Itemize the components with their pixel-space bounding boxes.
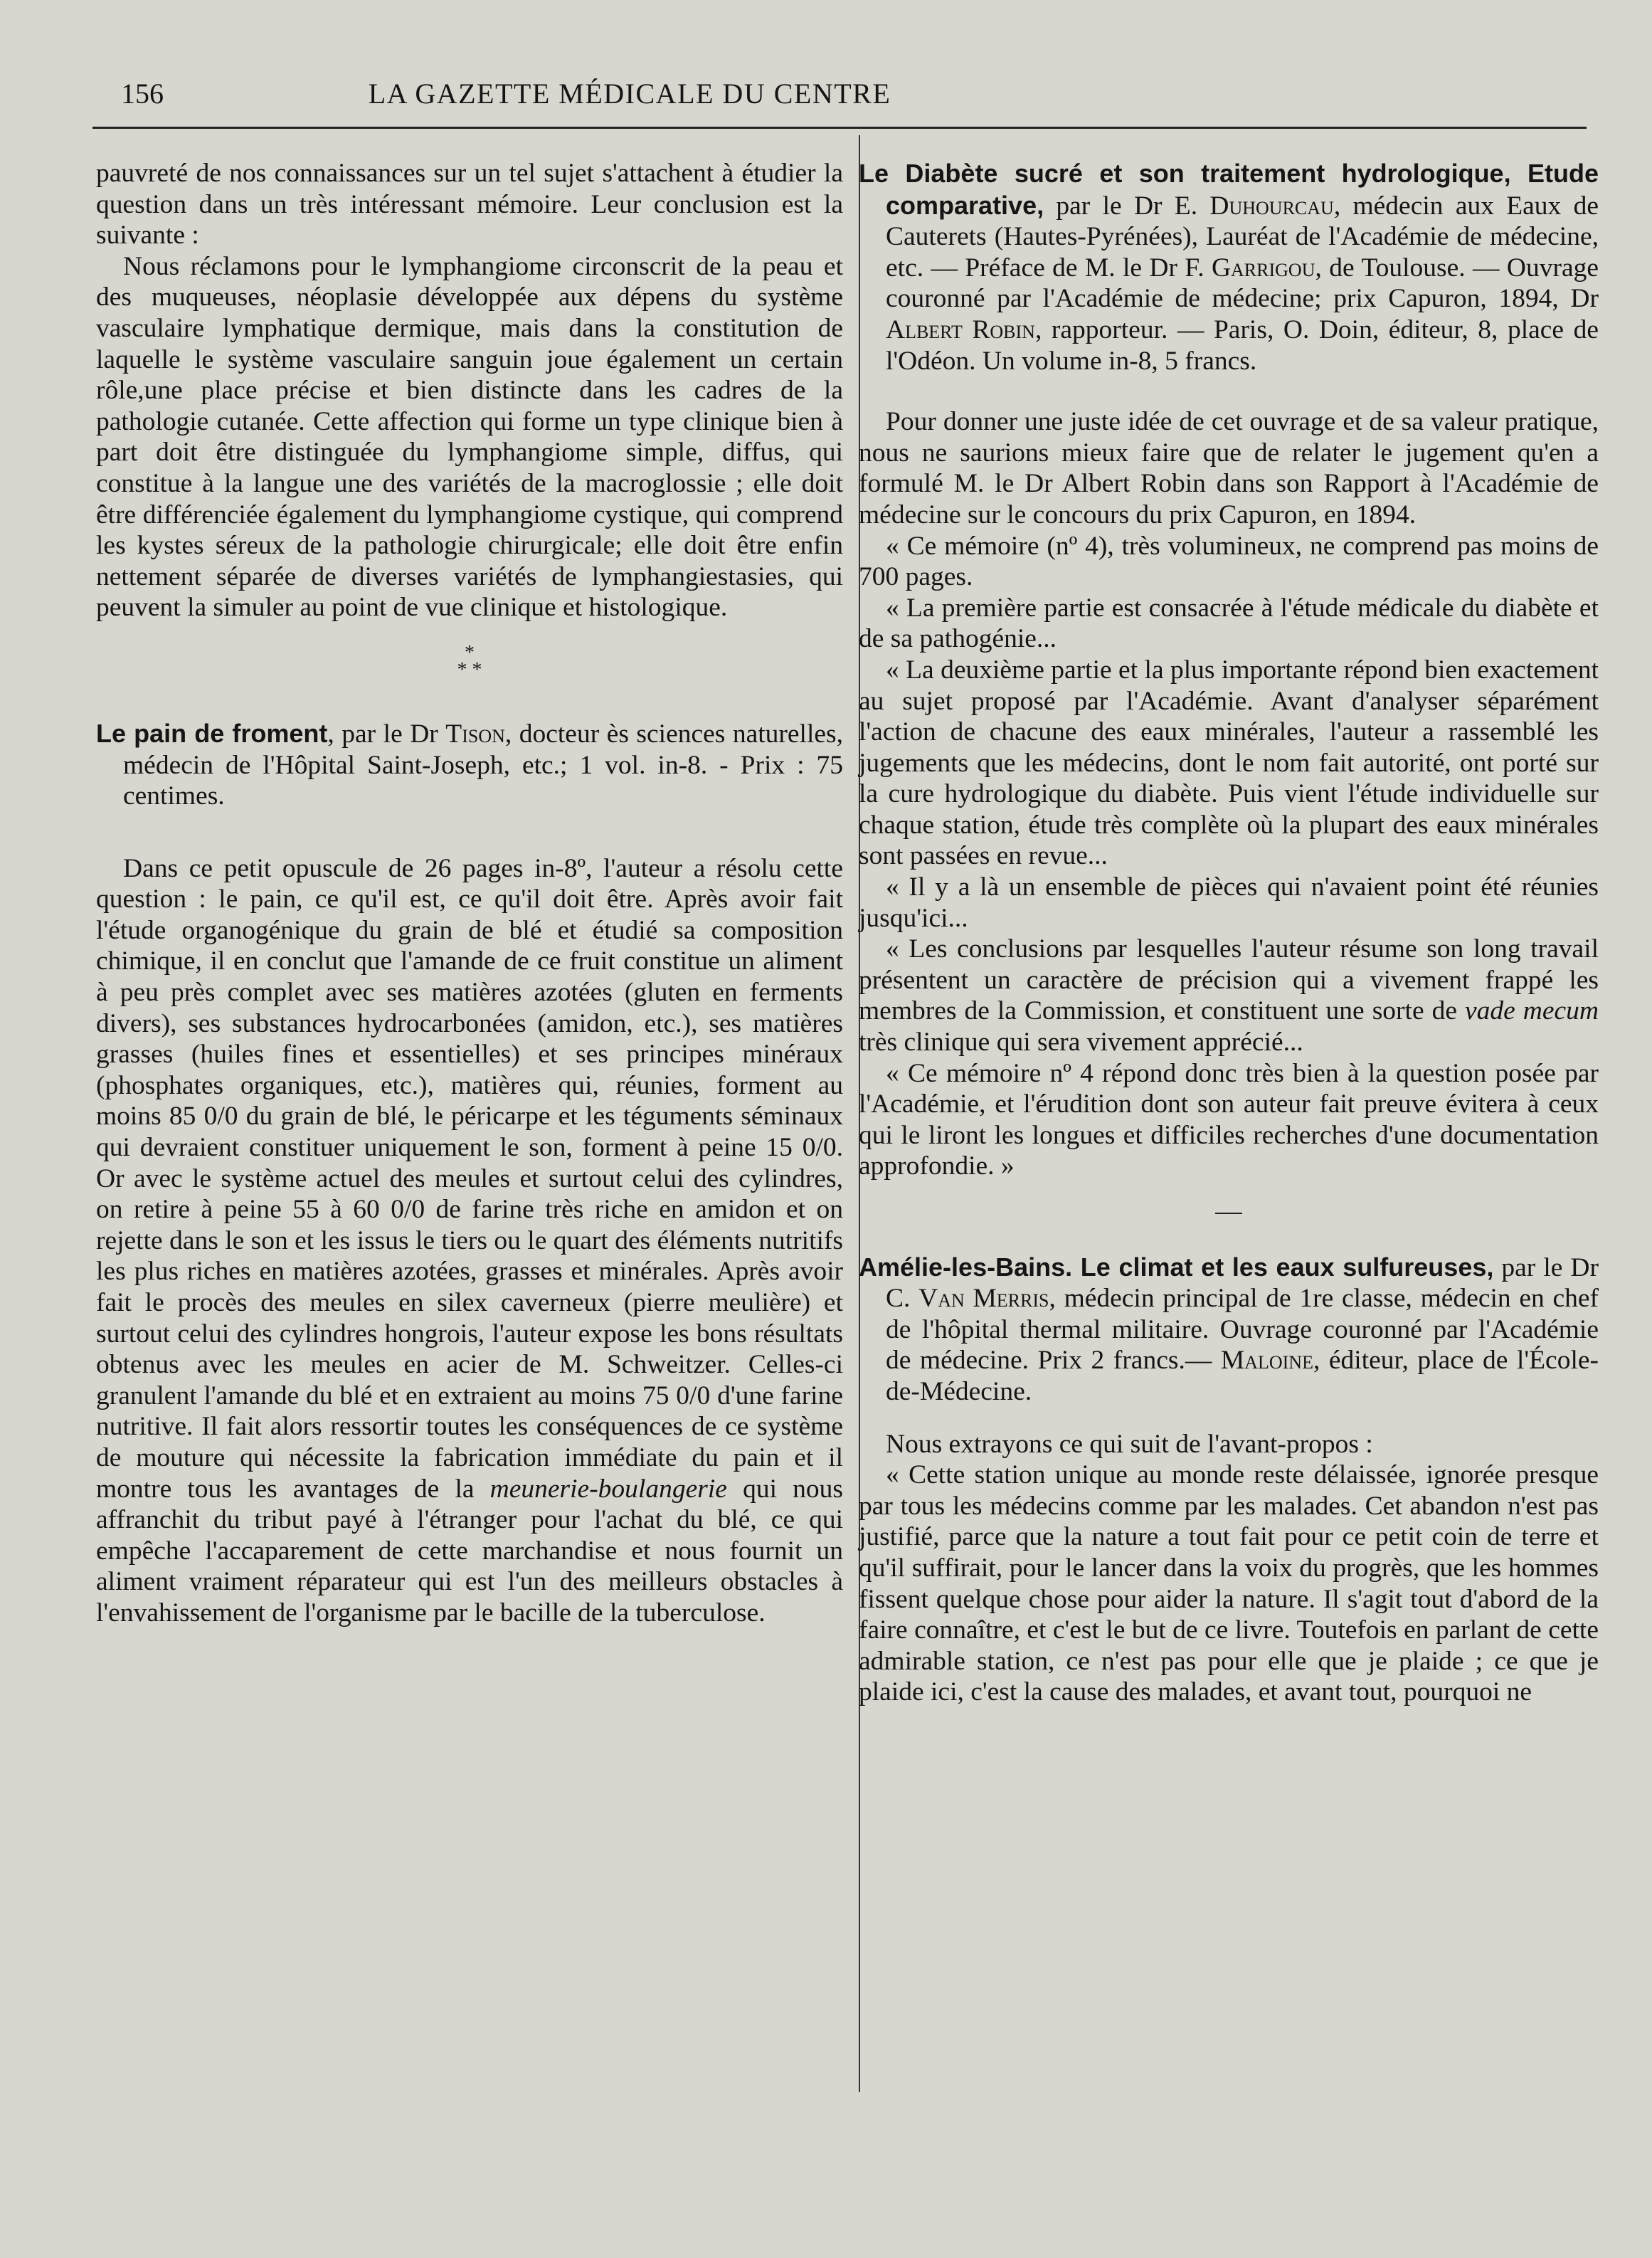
diabete-prefacer: Garrigou xyxy=(1211,253,1315,283)
review-heading-diabete xyxy=(859,158,1599,376)
spacer xyxy=(96,812,843,853)
spacer xyxy=(859,376,1599,406)
diabete-p6-text-2: très clinique qui sera vivement apprécié... xyxy=(859,1028,1303,1057)
diabete-details-3: , rapporteur. — Paris, O. Doin, éditeur, 8, place de l'Odéon. Un volume in-8, 5 francs. xyxy=(886,315,1599,376)
diabete-paragraph-6 xyxy=(859,934,1599,1057)
diabete-p6-italic: vade mecum xyxy=(1465,996,1599,1026)
section-separator-dash xyxy=(859,1191,1599,1222)
amelie-paragraph-1: Nous extrayons ce qui suit de l'avant-propos : xyxy=(886,1429,1373,1459)
diabete-paragraph-1: Pour donner une juste idée de cet ouvrage et de sa valeur pratique, nous ne saurions mieux faire que de relater le jugement qu'en a formulé M. le Dr Albert Robin dans son Rapport à l'Académie de médecine sur le concours du prix Capuron, en 1894. xyxy=(859,407,1599,529)
review-author: Tison xyxy=(445,719,505,749)
left-column xyxy=(96,158,843,1629)
diabete-by: par le Dr E. xyxy=(1044,191,1210,221)
right-column xyxy=(859,158,1599,1708)
review-heading-pain-de-froment xyxy=(96,718,843,812)
review-body-paragraph xyxy=(96,853,843,1629)
body-text-1: Dans ce petit opuscule de 26 pages in-8º, l'auteur a résolu cette question : le pain, ce qu'il est, ce qu'il doit être. Après avoir fait l'étude organogénique du grain de blé et étudié sa composition chimique, il en conclut que l'amande de ce fruit constitue un aliment à peu près complet avec ses matières azotées (gluten en ferments divers), ses substances hydrocarbonées (amidon, etc.), ses matières grasses (huiles fines et essentielles) et ses principes minéraux (phosphates organiques, etc.), matières qui, réunies, forment au moins 85 0/0 du grain de blé, le péricarpe et les téguments séminaux qui devraient constituer uniquement le son, forment à peine 15 0/0. Or avec le système actuel des meules et surtout celui des cylindres, on retire à peine 55 à 60 0/0 de farine très riche en amidon et on rejette dans le son et les issus le tiers ou le quart des éléments nutritifs les plus riches en matières azotées, grasses et minérales. Après avoir fait le procès des meules en silex caverneux (pierre meulière) et surtout celui des cylindres hongrois, l'auteur expose les bons résultats obtenus avec les meules en acier de M. Schweitzer. Celles-ci granulent l'amande du blé et en extraient au moins 75 0/0 d'une farine nutritive. Il fait alors ressortir toutes les conséquences de ce système de mouture qui nécessite la fabrication immédiate du pain et il montre tous les avantages de la xyxy=(96,853,843,1504)
diabete-paragraph-5: « Il y a là un ensemble de pièces qui n'avaient point été réunies jusqu'ici... xyxy=(859,872,1599,933)
amelie-by: par le Dr C. xyxy=(886,1252,1599,1314)
diabete-paragraph-7: « Ce mémoire nº 4 répond donc très bien à la question posée par l'Académie, et l'érudition dont son auteur fait preuve évitera à ceux qui le liront les longues et difficiles recherches d'une documentation approfondie. » xyxy=(859,1058,1599,1181)
review-details: , docteur ès sciences naturelles, médecin de l'Hôpital Saint-Joseph, etc.; 1 vol. in-8. - Prix : 75 centimes. xyxy=(123,719,844,811)
body-text-2: qui nous affranchit du tribut payé à l'étranger pour l'achat du blé, ce qui empêche l'accaparement de cette marchandise et nous fournit un aliment vraiment réparateur qui est l'un des meilleurs obstacles à l'envahissement de l'organisme par le bacille de la tuberculose. xyxy=(96,1474,843,1627)
amelie-author: Van Merris xyxy=(918,1284,1049,1314)
running-title: LA GAZETTE MÉDICALE DU CENTRE xyxy=(368,78,891,110)
conclusion-paragraph: Nous réclamons pour le lymphangiome circonscrit de la peau et des muqueuses, néoplasie développée aux dépens du système vasculaire lymphatique dermique, mais dans la constitution de laquelle le système vasculaire sanguin joue également un certain rôle,une place précise et bien distincte dans les cadres de la pathologie cutanée. Cette affection qui forme un type clinique bien à part doit être distinguée du lymphangiome simple, diffus, qui constitue à la langue une des variétés de la macroglossie ; elle doit être différenciée également du lymphangiome cystique, qui comprend les kystes séreux de la pathologie chirurgicale; elle doit être enfin nettement séparée de diverses variétés de lymphangiestasies, qui peuvent la simuler au point de vue clinique et histologique. xyxy=(96,251,843,623)
running-header xyxy=(121,77,1587,120)
diabete-reporter: Albert Robin xyxy=(886,315,1035,344)
amelie-paragraph-2: « Cette station unique au monde reste délaissée, ignorée presque par tous les médecins comme par les malades. Cet abandon n'est pas justifié, parce que la nature a tout fait pour ce petit coin de terre et qu'il suffirait, pour le lancer dans la voix du progrès, que les hommes fissent quelque chose pour aider la nature. Il s'agit tout d'abord de la faire connaître, et c'est le but de ce livre. Toutefois en parlant de cette admirable station, ce n'est pas pour elle que je plaide ; ce que je plaide ici, c'est la cause des malades, et avant tout, pourquoi ne xyxy=(859,1460,1599,1707)
diabete-author: Duhourcau xyxy=(1209,191,1334,221)
amelie-details-1: , médecin principal de 1re classe, médecin en chef de l'hôpital thermal militaire. Ouvrage couronné par l'Académie de médecine. Prix 2 francs.— xyxy=(886,1284,1599,1376)
review-by: , par le Dr xyxy=(327,719,446,749)
dash-rule xyxy=(1215,1213,1242,1214)
diabete-p6-text-1: « Les conclusions par lesquelles l'auteur résume son long travail présentent un caractère de précision qui a vivement frappé les membres de la Commission, et constituent une sorte de xyxy=(859,934,1599,1026)
diabete-details-2: , de Toulouse. — Ouvrage couronné par l'Académie de médecine; prix Capuron, 1894, Dr xyxy=(886,253,1599,314)
intro-paragraph: pauvreté de nos connaissances sur un tel sujet s'attachent à étudier la question dans un très intéressant mémoire. Leur conclusion est la suivante : xyxy=(96,159,843,250)
page-number: 156 xyxy=(121,78,164,110)
star-top: * xyxy=(465,641,475,664)
diabete-paragraph-3: « La première partie est consacrée à l'étude médicale du diabète et de sa pathogénie... xyxy=(859,593,1599,654)
amelie-title: Amélie-les-Bains. Le climat et les eaux sulfureuses, xyxy=(859,1252,1494,1282)
section-separator-stars xyxy=(96,641,843,681)
amelie-details-2: , éditeur, place de l'École-de-Médecine. xyxy=(886,1346,1599,1406)
review-title: Le pain de froment xyxy=(96,718,328,748)
star-bottom: * * xyxy=(457,658,482,681)
diabete-title: Le Diabète sucré et son traitement hydrologique, Etude comparative, xyxy=(859,159,1599,220)
header-rule xyxy=(92,127,1587,129)
diabete-paragraph-4: « La deuxième partie et la plus importante répond bien exactement au sujet proposé par l'Académie. Avant d'analyser séparément l'action de chacune des eaux minérales, l'auteur a rassemblé les jugements que les médecins, dont le nom fait autorité, ont porté sur la cure hydrologique du diabète. Puis vient l'étude individuelle sur chaque station, étude très complète où la plupart des eaux minérales sont passées en revue... xyxy=(859,655,1599,871)
review-heading-amelie xyxy=(859,1252,1599,1408)
diabete-details-1: , médecin aux Eaux de Cauterets (Hautes-Pyrénées), Lauréat de l'Académie de médecine, etc. — Préface de M. le Dr F. xyxy=(886,191,1599,283)
diabete-paragraph-2: « Ce mémoire (nº 4), très volumineux, ne comprend pas moins de 700 pages. xyxy=(859,531,1599,592)
amelie-publisher: Maloine xyxy=(1220,1346,1313,1376)
body-italic: meunerie-boulangerie xyxy=(489,1474,727,1504)
spacer xyxy=(859,1408,1599,1429)
